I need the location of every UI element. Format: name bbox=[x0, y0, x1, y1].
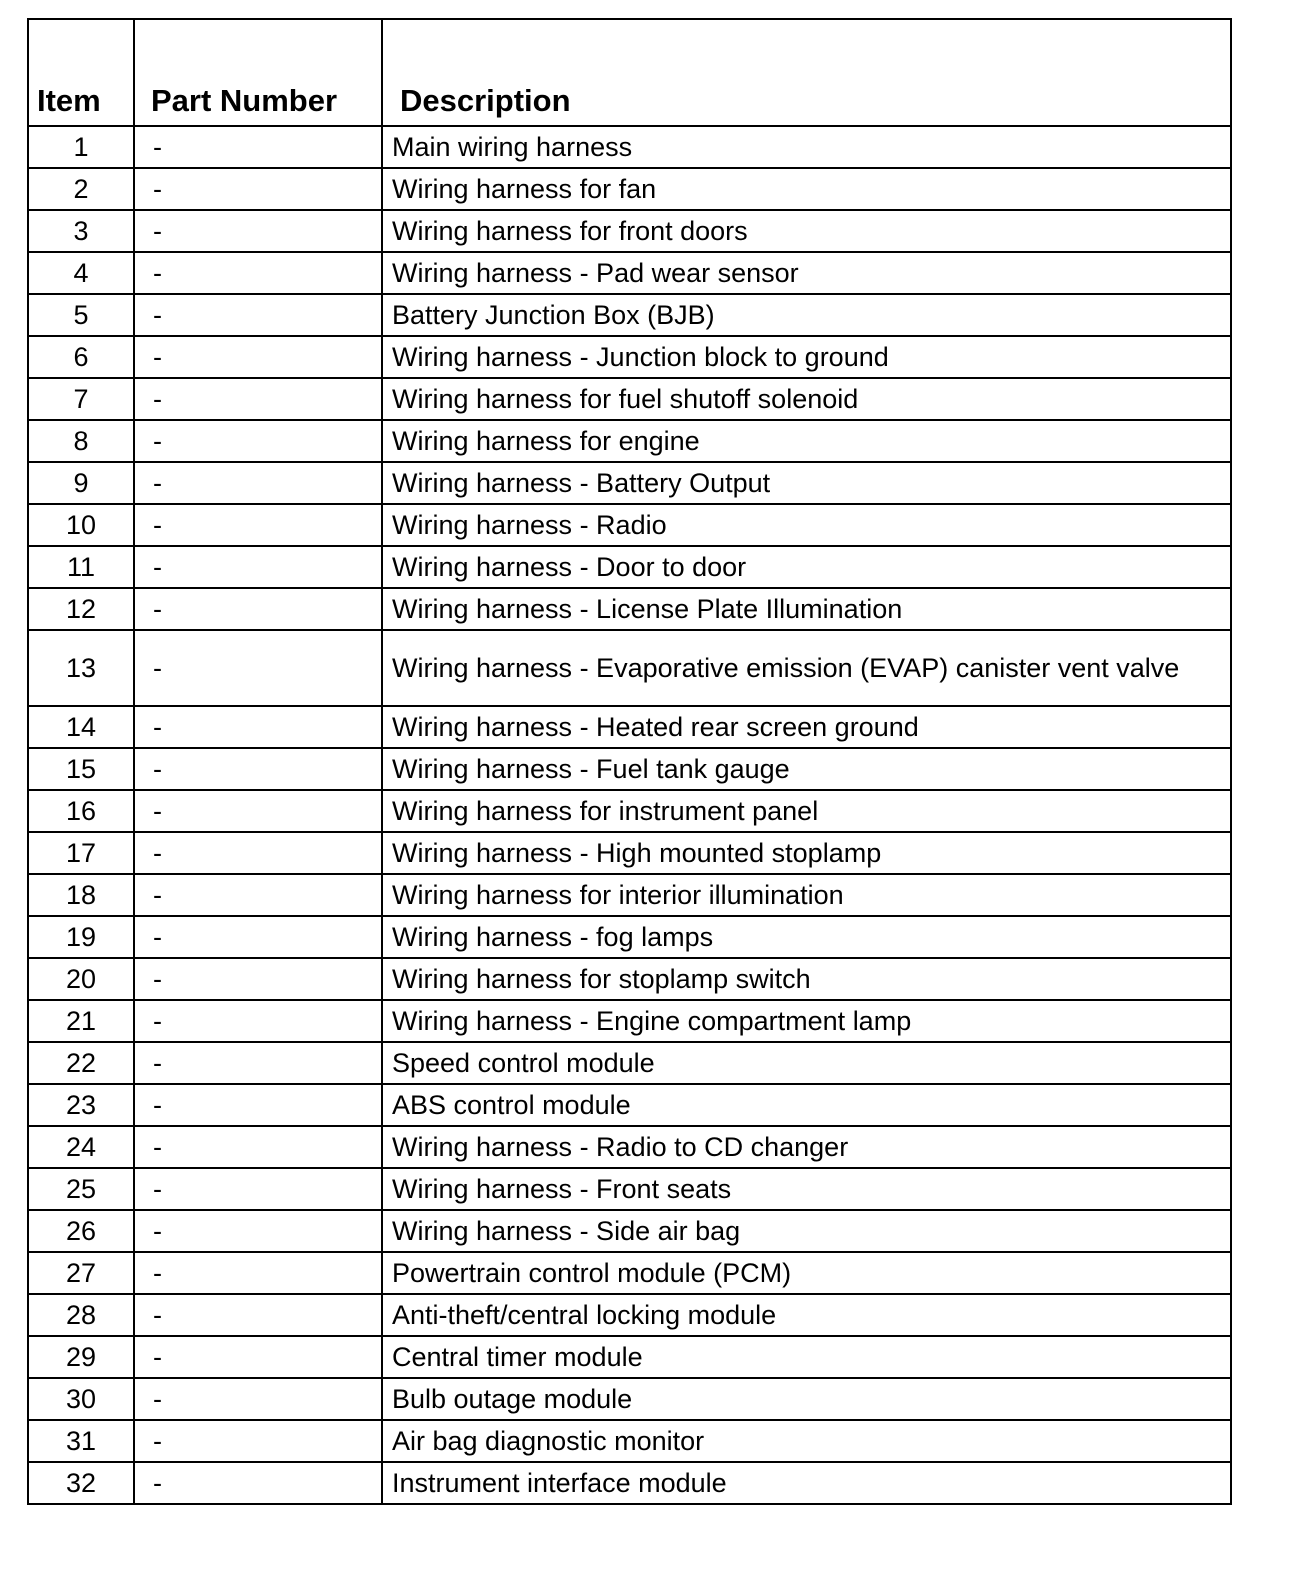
table-row bbox=[28, 252, 1231, 294]
item-number-cell: 27 bbox=[28, 1252, 134, 1294]
item-number-cell: 7 bbox=[28, 378, 134, 420]
description-cell: Speed control module bbox=[382, 1042, 1231, 1084]
item-number-cell: 12 bbox=[28, 588, 134, 630]
description-cell: Wiring harness - Evaporative emission (EVAP) canister vent valve bbox=[382, 630, 1231, 706]
part-number-cell: - bbox=[134, 790, 382, 832]
table-row bbox=[28, 378, 1231, 420]
item-number-cell: 16 bbox=[28, 790, 134, 832]
table-row bbox=[28, 1420, 1231, 1462]
item-number-cell: 9 bbox=[28, 462, 134, 504]
table-row bbox=[28, 1462, 1231, 1504]
table-row bbox=[28, 958, 1231, 1000]
table-row bbox=[28, 832, 1231, 874]
table-row bbox=[28, 874, 1231, 916]
description-cell: Wiring harness - Radio to CD changer bbox=[382, 1126, 1231, 1168]
description-cell: Wiring harness for stoplamp switch bbox=[382, 958, 1231, 1000]
description-cell: Wiring harness - Engine compartment lamp bbox=[382, 1000, 1231, 1042]
description-cell: Battery Junction Box (BJB) bbox=[382, 294, 1231, 336]
item-number-cell: 31 bbox=[28, 1420, 134, 1462]
table-row bbox=[28, 210, 1231, 252]
description-cell: Wiring harness - Radio bbox=[382, 504, 1231, 546]
description-cell: Wiring harness - fog lamps bbox=[382, 916, 1231, 958]
part-number-cell: - bbox=[134, 546, 382, 588]
description-cell: Wiring harness - Front seats bbox=[382, 1168, 1231, 1210]
part-number-cell: - bbox=[134, 252, 382, 294]
table-row bbox=[28, 1294, 1231, 1336]
part-number-cell: - bbox=[134, 630, 382, 706]
part-number-cell: - bbox=[134, 1084, 382, 1126]
part-number-cell: - bbox=[134, 504, 382, 546]
item-number-cell: 4 bbox=[28, 252, 134, 294]
table-header bbox=[28, 19, 1231, 126]
description-cell: Wiring harness for engine bbox=[382, 420, 1231, 462]
table-row bbox=[28, 168, 1231, 210]
part-number-cell: - bbox=[134, 1168, 382, 1210]
part-number-cell: - bbox=[134, 336, 382, 378]
item-number-cell: 2 bbox=[28, 168, 134, 210]
part-number-cell: - bbox=[134, 1042, 382, 1084]
table-row bbox=[28, 1378, 1231, 1420]
table-row bbox=[28, 546, 1231, 588]
description-cell: Wiring harness for interior illumination bbox=[382, 874, 1231, 916]
item-number-cell: 3 bbox=[28, 210, 134, 252]
part-number-cell: - bbox=[134, 1336, 382, 1378]
part-number-cell: - bbox=[134, 1294, 382, 1336]
description-cell: Wiring harness - High mounted stoplamp bbox=[382, 832, 1231, 874]
item-number-cell: 17 bbox=[28, 832, 134, 874]
table-body bbox=[28, 126, 1231, 1504]
table-row bbox=[28, 748, 1231, 790]
item-number-cell: 29 bbox=[28, 1336, 134, 1378]
item-number-cell: 10 bbox=[28, 504, 134, 546]
table-row bbox=[28, 1252, 1231, 1294]
table-row bbox=[28, 1210, 1231, 1252]
part-number-cell: - bbox=[134, 420, 382, 462]
description-cell: ABS control module bbox=[382, 1084, 1231, 1126]
description-cell: Instrument interface module bbox=[382, 1462, 1231, 1504]
column-header-description: Description bbox=[382, 19, 1231, 126]
table-row bbox=[28, 916, 1231, 958]
part-number-cell: - bbox=[134, 916, 382, 958]
item-number-cell: 24 bbox=[28, 1126, 134, 1168]
table-row bbox=[28, 588, 1231, 630]
item-number-cell: 20 bbox=[28, 958, 134, 1000]
description-cell: Bulb outage module bbox=[382, 1378, 1231, 1420]
part-number-cell: - bbox=[134, 126, 382, 168]
part-number-cell: - bbox=[134, 1378, 382, 1420]
part-number-cell: - bbox=[134, 1462, 382, 1504]
table-row bbox=[28, 1126, 1231, 1168]
table-row bbox=[28, 1336, 1231, 1378]
description-cell: Wiring harness - Side air bag bbox=[382, 1210, 1231, 1252]
item-number-cell: 19 bbox=[28, 916, 134, 958]
description-cell: Wiring harness for instrument panel bbox=[382, 790, 1231, 832]
description-cell: Wiring harness - Junction block to ground bbox=[382, 336, 1231, 378]
table-row bbox=[28, 1000, 1231, 1042]
part-number-cell: - bbox=[134, 748, 382, 790]
description-cell: Wiring harness - License Plate Illumination bbox=[382, 588, 1231, 630]
description-cell: Main wiring harness bbox=[382, 126, 1231, 168]
item-number-cell: 1 bbox=[28, 126, 134, 168]
item-number-cell: 5 bbox=[28, 294, 134, 336]
item-number-cell: 28 bbox=[28, 1294, 134, 1336]
table-row bbox=[28, 1042, 1231, 1084]
part-number-cell: - bbox=[134, 210, 382, 252]
description-cell: Wiring harness - Battery Output bbox=[382, 462, 1231, 504]
description-cell: Wiring harness for front doors bbox=[382, 210, 1231, 252]
description-cell: Wiring harness - Door to door bbox=[382, 546, 1231, 588]
part-number-cell: - bbox=[134, 706, 382, 748]
part-number-cell: - bbox=[134, 378, 382, 420]
item-number-cell: 26 bbox=[28, 1210, 134, 1252]
table-row bbox=[28, 504, 1231, 546]
description-cell: Wiring harness - Fuel tank gauge bbox=[382, 748, 1231, 790]
description-cell: Powertrain control module (PCM) bbox=[382, 1252, 1231, 1294]
description-cell: Wiring harness - Heated rear screen ground bbox=[382, 706, 1231, 748]
description-cell: Air bag diagnostic monitor bbox=[382, 1420, 1231, 1462]
item-number-cell: 23 bbox=[28, 1084, 134, 1126]
part-number-cell: - bbox=[134, 958, 382, 1000]
part-number-cell: - bbox=[134, 832, 382, 874]
description-cell: Wiring harness for fan bbox=[382, 168, 1231, 210]
table-row bbox=[28, 790, 1231, 832]
item-number-cell: 8 bbox=[28, 420, 134, 462]
description-cell: Wiring harness for fuel shutoff solenoid bbox=[382, 378, 1231, 420]
part-number-cell: - bbox=[134, 1000, 382, 1042]
part-number-cell: - bbox=[134, 1252, 382, 1294]
table-row bbox=[28, 420, 1231, 462]
description-cell: Wiring harness - Pad wear sensor bbox=[382, 252, 1231, 294]
table-row bbox=[28, 462, 1231, 504]
column-header-part-number: Part Number bbox=[134, 19, 382, 126]
part-number-cell: - bbox=[134, 588, 382, 630]
item-number-cell: 25 bbox=[28, 1168, 134, 1210]
part-number-cell: - bbox=[134, 168, 382, 210]
table-row bbox=[28, 1084, 1231, 1126]
item-number-cell: 14 bbox=[28, 706, 134, 748]
item-number-cell: 30 bbox=[28, 1378, 134, 1420]
part-number-cell: - bbox=[134, 874, 382, 916]
part-number-cell: - bbox=[134, 1210, 382, 1252]
item-number-cell: 22 bbox=[28, 1042, 134, 1084]
part-number-cell: - bbox=[134, 462, 382, 504]
column-header-item: Item bbox=[28, 19, 134, 126]
description-cell: Central timer module bbox=[382, 1336, 1231, 1378]
item-number-cell: 6 bbox=[28, 336, 134, 378]
table-row bbox=[28, 1168, 1231, 1210]
table-row bbox=[28, 336, 1231, 378]
part-number-cell: - bbox=[134, 1126, 382, 1168]
item-number-cell: 32 bbox=[28, 1462, 134, 1504]
item-number-cell: 21 bbox=[28, 1000, 134, 1042]
table-row bbox=[28, 706, 1231, 748]
parts-table bbox=[27, 18, 1232, 1505]
item-number-cell: 18 bbox=[28, 874, 134, 916]
description-cell: Anti-theft/central locking module bbox=[382, 1294, 1231, 1336]
table-row bbox=[28, 630, 1231, 706]
part-number-cell: - bbox=[134, 294, 382, 336]
table-row bbox=[28, 126, 1231, 168]
item-number-cell: 11 bbox=[28, 546, 134, 588]
item-number-cell: 15 bbox=[28, 748, 134, 790]
table-row bbox=[28, 294, 1231, 336]
part-number-cell: - bbox=[134, 1420, 382, 1462]
item-number-cell: 13 bbox=[28, 630, 134, 706]
header-row bbox=[28, 19, 1231, 126]
